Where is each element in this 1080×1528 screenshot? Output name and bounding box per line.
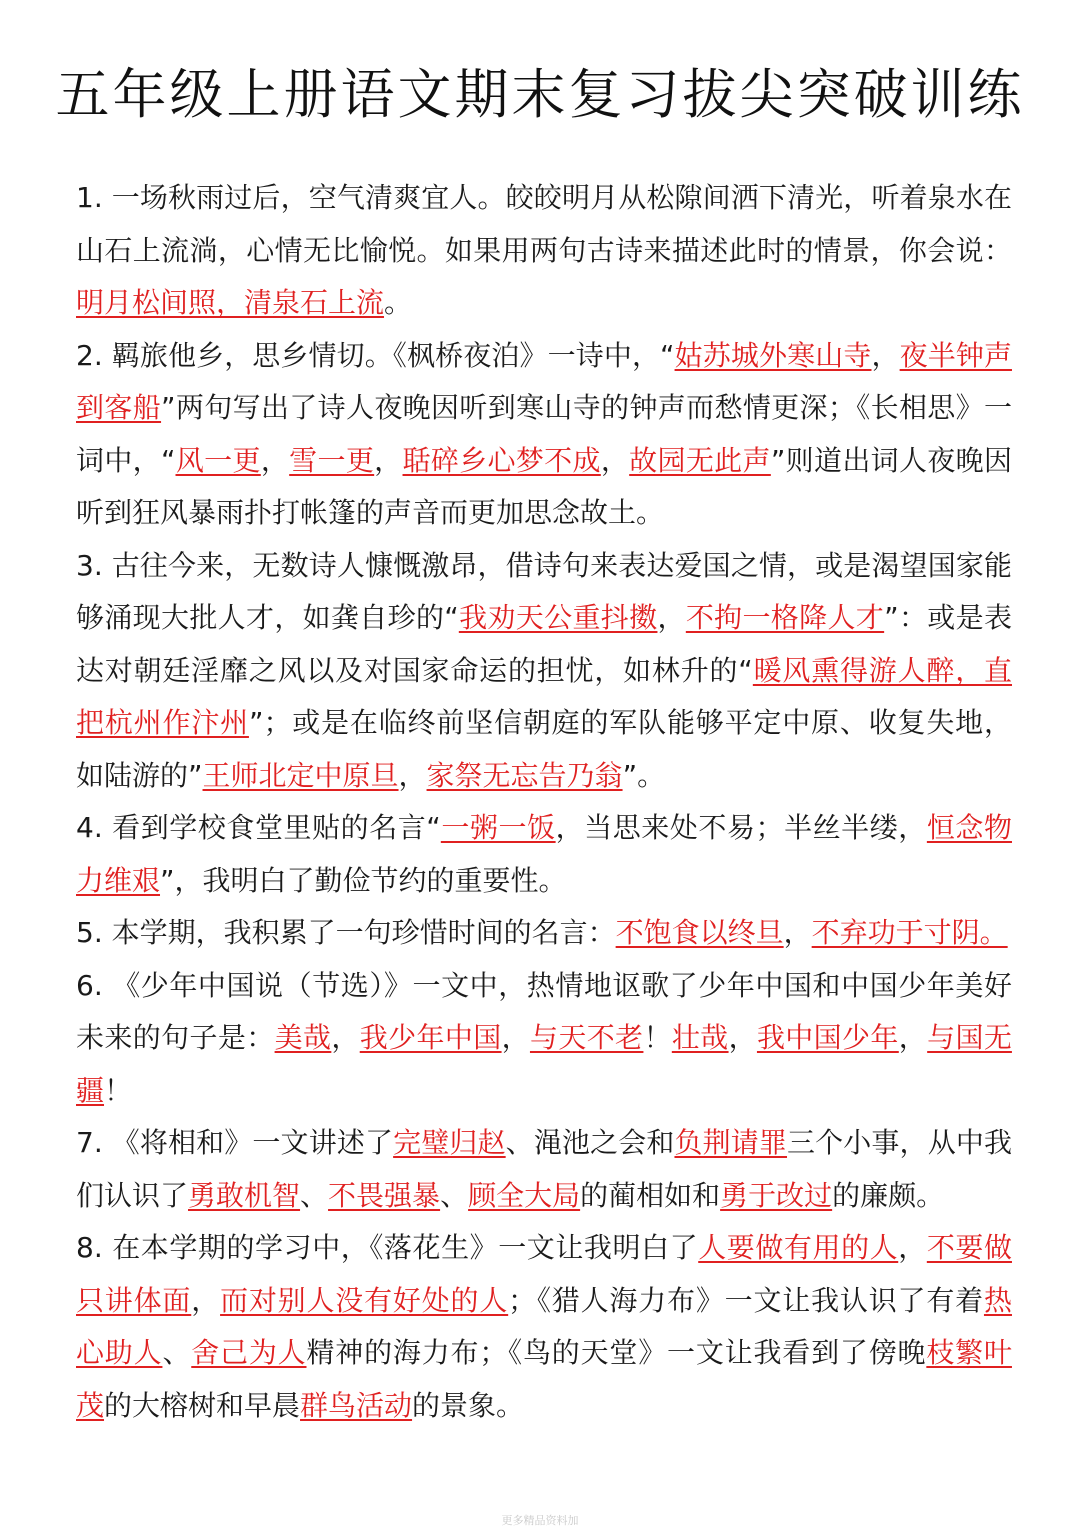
question-text: ”；或是在临终前坚信朝庭的军队能够平定中原、收复失地，如陆游的” xyxy=(76,706,1012,792)
answer-fill: 一粥一饭 xyxy=(440,811,556,844)
question-text: ， xyxy=(600,443,630,477)
question-text: 的景象。 xyxy=(412,1388,525,1422)
question-text: ；《猎人海力布》一文让我认识了有着 xyxy=(508,1283,984,1317)
question-text: ”两句写出了诗人夜晚因听到寒山寺的钟声而愁情更深；《长相思》一词中，“ xyxy=(76,391,1012,477)
question-text: ！ xyxy=(104,1073,133,1107)
answer-fill: 壮哉 xyxy=(671,1021,729,1054)
question-text: 2. 羁旅他乡，思乡情切。《枫桥夜泊》一诗中，“ xyxy=(76,338,675,372)
question-4 xyxy=(76,802,1012,907)
answer-fill: 不要做只讲体面 xyxy=(76,1231,1012,1317)
answer-fill: 与国无疆 xyxy=(76,1021,1012,1107)
answer-fill: 勇敢机智 xyxy=(188,1178,301,1212)
question-text: 、 xyxy=(300,1178,329,1212)
question-text: ， xyxy=(191,1283,221,1317)
question-text: 的大榕树和早晨 xyxy=(104,1388,301,1422)
question-3 xyxy=(76,540,1012,803)
question-text: 3. 古往今来，无数诗人慷慨激昂，借诗句来表达爱国之情，或是渴望国家能够涌现大批人才，如龚自珍的“ xyxy=(76,548,1012,634)
answer-fill: 不拘一格降人才 xyxy=(685,601,885,634)
question-text: ”则道出词人夜晚因听到狂风暴雨扑打帐篷的声音而更加思念故土。 xyxy=(76,443,1012,529)
question-text: 。 xyxy=(384,286,413,319)
answer-fill: 暖风熏得游人醉，直把杭州作汴州 xyxy=(76,653,1012,739)
answer-fill: 枝繁叶茂 xyxy=(76,1336,1012,1422)
question-text: ！ xyxy=(643,1021,672,1054)
answer-fill: 热心助人 xyxy=(76,1283,1012,1369)
answer-fill: 风一更 xyxy=(175,443,261,477)
question-text: ， xyxy=(398,758,427,792)
answer-fill: 不畏强暴 xyxy=(328,1178,441,1212)
answer-fill: 不饱食以终旦 xyxy=(615,916,784,949)
question-2 xyxy=(76,330,1012,540)
answer-fill: 群鸟活动 xyxy=(300,1388,413,1422)
question-6 xyxy=(76,960,1012,1118)
question-text: 4. 看到学校食堂里贴的名言“ xyxy=(76,811,441,844)
question-text: 5. 本学期，我积累了一句珍惜时间的名言： xyxy=(76,916,616,949)
question-8 xyxy=(76,1222,1012,1432)
question-text: ， xyxy=(501,1021,530,1054)
question-text: ， xyxy=(898,1021,928,1054)
answer-fill: 王师北定中原旦 xyxy=(202,758,399,792)
question-text: ， xyxy=(657,601,686,634)
question-text: 、 xyxy=(162,1336,192,1369)
answer-fill: 聒碎乡心梦不成 xyxy=(402,443,601,477)
question-text: ”。 xyxy=(622,758,666,792)
question-text: 7. 《将相和》一文讲述了 xyxy=(76,1126,394,1159)
answer-fill: 勇于改过 xyxy=(720,1178,833,1212)
answer-fill: 与天不老 xyxy=(529,1021,644,1054)
watermark-footer: 更多精品资料加 xyxy=(501,1514,579,1527)
question-7 xyxy=(76,1117,1012,1222)
answer-fill: 明月松间照，清泉石上流 xyxy=(76,286,385,319)
answer-fill: 故园无此声 xyxy=(629,443,771,477)
answer-fill: 我少年中国 xyxy=(359,1021,502,1054)
answer-fill: 美哉 xyxy=(274,1021,332,1054)
question-text: ， xyxy=(331,1021,360,1054)
answer-fill: 我中国少年 xyxy=(756,1021,899,1054)
answer-fill: 姑苏城外寒山寺 xyxy=(674,338,872,372)
question-text: ， xyxy=(783,916,812,949)
answer-fill: 夜半钟声到客船 xyxy=(76,338,1012,424)
answer-fill: 不弃功于寸阴。 xyxy=(811,916,1008,949)
question-1 xyxy=(76,172,1012,330)
question-list xyxy=(76,172,1012,1432)
answer-fill: 而对别人没有好处的人 xyxy=(220,1283,509,1317)
answer-fill: 完璧归赵 xyxy=(393,1126,506,1159)
answer-fill: 恒念物力维艰 xyxy=(76,811,1012,897)
question-text: ， xyxy=(871,338,900,372)
answer-fill: 顾全大局 xyxy=(468,1178,581,1212)
question-text: 、渑池之会和 xyxy=(505,1126,675,1159)
answer-fill: 舍己为人 xyxy=(191,1336,307,1369)
question-text: ”：或是表达对朝廷淫靡之风以及对国家命运的担忧，如林升的“ xyxy=(76,601,1012,687)
answer-fill: 雪一更 xyxy=(289,443,375,477)
question-text: ”，我明白了勤俭节约的重要性。 xyxy=(160,863,567,897)
question-text: ， xyxy=(898,1231,927,1264)
question-text: 三个小事，从中我们认识了 xyxy=(76,1126,1012,1212)
question-text: 、 xyxy=(440,1178,469,1212)
question-text: 的蔺相如和 xyxy=(580,1178,721,1212)
answer-fill: 负荆请罪 xyxy=(674,1126,788,1159)
page-title: 五年级上册语文期末复习拔尖突破训练 xyxy=(55,63,1025,126)
question-text: 6. 《少年中国说（节选）》一文中，热情地讴歌了少年中国和中国少年美好未来的句子是： xyxy=(76,968,1012,1054)
question-text: ， xyxy=(374,443,403,477)
question-text: 的廉颇。 xyxy=(832,1178,945,1212)
answer-fill: 人要做有用的人 xyxy=(698,1231,899,1264)
answer-fill: 家祭无忘告乃翁 xyxy=(426,758,623,792)
question-text: ， xyxy=(260,443,290,477)
question-text: ， xyxy=(728,1021,757,1054)
question-5 xyxy=(76,907,1012,960)
question-text: ，当思来处不易；半丝半缕， xyxy=(555,811,927,844)
question-text: 1. 一场秋雨过后，空气清爽宜人。皎皎明月从松隙间洒下清光，听着泉水在山石上流淌，心情无比愉悦。如果用两句古诗来描述此时的情景，你会说： xyxy=(76,181,1012,267)
answer-fill: 我劝天公重抖擞 xyxy=(458,601,658,634)
question-text: 8. 在本学期的学习中，《落花生》一文让我明白了 xyxy=(76,1231,699,1264)
question-text: 精神的海力布；《鸟的天堂》一文让我看到了傍晚 xyxy=(306,1336,927,1369)
